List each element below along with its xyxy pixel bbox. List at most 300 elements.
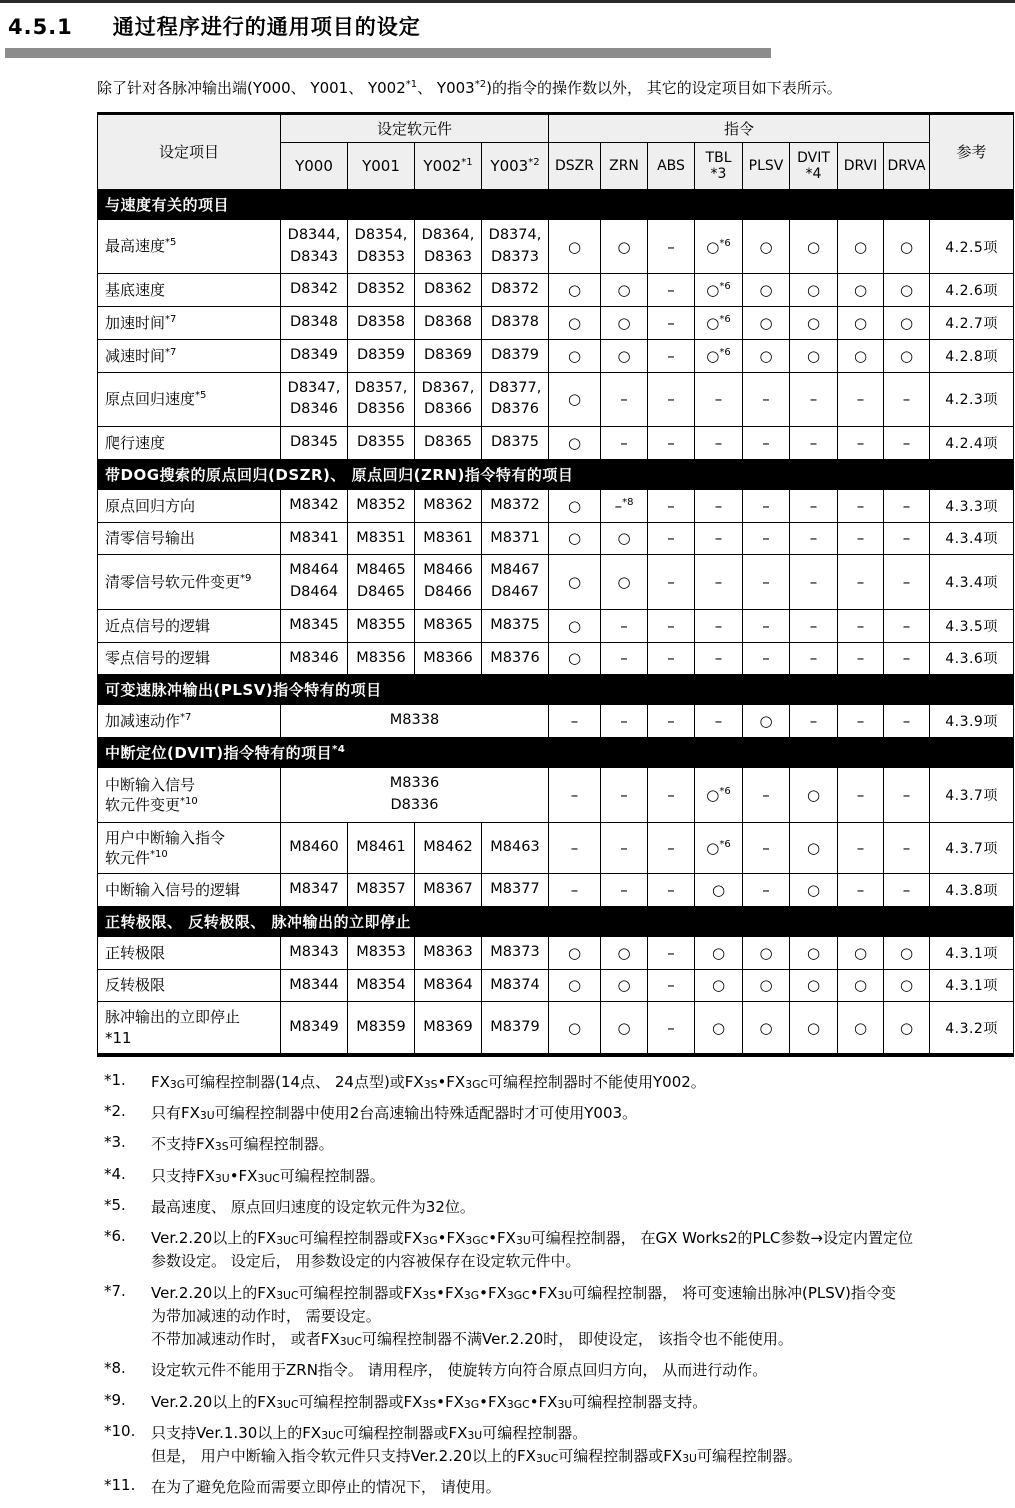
instruction-mark-cell: – — [884, 372, 930, 427]
footnote — [104, 1196, 1009, 1219]
device-cell: M8353 — [348, 936, 415, 969]
footnote-marker: *5. — [104, 1195, 126, 1214]
instruction-mark-cell: – — [648, 219, 695, 274]
device-cell: M8379 — [482, 1002, 549, 1055]
device-cell: D8342 — [281, 274, 348, 307]
instruction-mark-cell: ○ — [549, 339, 601, 372]
instruction-mark-cell: – — [743, 642, 790, 675]
heading-underline-bar — [5, 48, 771, 58]
instruction-mark-cell: – — [549, 705, 601, 738]
instruction-mark-cell: – — [743, 874, 790, 907]
instruction-mark-cell: ○$^{*6}$ — [695, 274, 743, 307]
device-cell: M8344 — [281, 969, 348, 1002]
instruction-mark-cell: ○ — [790, 339, 838, 372]
table-section-row — [98, 459, 1014, 489]
device-cell: M8376 — [482, 642, 549, 675]
device-cell: M8364 — [415, 969, 482, 1002]
device-cell: D8367, D8366 — [415, 372, 482, 427]
device-cell: D8345 — [281, 427, 348, 460]
device-cell: M8371 — [482, 522, 549, 555]
device-cell: D8357, D8356 — [348, 372, 415, 427]
instruction-mark-cell: – — [743, 522, 790, 555]
table-row — [98, 936, 1014, 969]
settings-table — [97, 112, 1014, 1057]
instruction-mark-cell: ○ — [743, 219, 790, 274]
device-cell: D8379 — [482, 339, 549, 372]
intro-paragraph: 除了针对各脉冲输出端(Y000、 Y001、 Y002$^{*1}$、 Y003$^{*2}$)的指令的操作数以外， 其它的设定项目如下表所示。 — [97, 79, 842, 97]
instruction-mark-cell: – — [838, 874, 884, 907]
device-cell: M8366 — [415, 642, 482, 675]
instruction-mark-cell: – — [695, 642, 743, 675]
instruction-mark-cell: ○ — [549, 522, 601, 555]
col-header-dvit: DVIT *4 — [790, 142, 838, 189]
footnote-text: 最高速度、 原点回归速度的设定软元件为32位。 — [151, 1197, 475, 1216]
setting-item-cell: 脉冲输出的立即停止 *11 — [98, 1002, 281, 1055]
device-cell: M8345 — [281, 609, 348, 642]
instruction-mark-cell: ○ — [549, 555, 601, 610]
footnote-marker: *4. — [104, 1164, 126, 1183]
table-row — [98, 642, 1014, 675]
instruction-mark-cell: – — [601, 768, 648, 823]
table-header-group-row — [98, 113, 1014, 142]
col-header-y003: Y003$^{*2}$ — [482, 142, 549, 189]
footnote — [104, 1359, 1009, 1382]
instruction-mark-cell: ○ — [838, 274, 884, 307]
footnote-marker: *9. — [104, 1390, 126, 1409]
col-header-plsv: PLSV — [743, 142, 790, 189]
device-cell: M8351 — [348, 522, 415, 555]
device-cell: D8365 — [415, 427, 482, 460]
reference-cell: 4.3.1项 — [930, 936, 1014, 969]
instruction-mark-cell: – — [648, 274, 695, 307]
instruction-mark-cell: – — [884, 705, 930, 738]
col-header-y001: Y001 — [348, 142, 415, 189]
device-cell: D8359 — [348, 339, 415, 372]
instruction-mark-cell: ○ — [838, 936, 884, 969]
setting-item-cell: 原点回归速度$^{*5}$ — [98, 372, 281, 427]
table-row — [98, 489, 1014, 522]
instruction-mark-cell: – — [790, 489, 838, 522]
table-row — [98, 522, 1014, 555]
instruction-mark-cell: – — [790, 642, 838, 675]
footnote-text: Ver.2.20以上的FX3UC可编程控制器或FX3G•FX3GC•FX3U可编程控制器， 在GX Works2的PLC参数→设定内置定位 参数设定。 设定后， 用参数设定的内容被保存在设定软元件中。 — [151, 1229, 913, 1271]
device-cell: D8354, D8353 — [348, 219, 415, 274]
instruction-mark-cell: ○ — [601, 307, 648, 340]
device-cell: M8467 D8467 — [482, 555, 549, 610]
col-group-devices: 设定软元件 — [281, 113, 549, 142]
instruction-mark-cell: ○ — [601, 969, 648, 1002]
reference-cell: 4.3.7项 — [930, 822, 1014, 874]
instruction-mark-cell: – — [743, 427, 790, 460]
device-cell: M8375 — [482, 609, 549, 642]
setting-item-cell: 基底速度 — [98, 274, 281, 307]
instruction-mark-cell: – — [601, 427, 648, 460]
instruction-mark-cell: – — [838, 522, 884, 555]
setting-item-cell: 最高速度$^{*5}$ — [98, 219, 281, 274]
table-row — [98, 274, 1014, 307]
footnote-text: 在为了避免危险而需要立即停止的情况下， 请使用。 — [151, 1478, 501, 1497]
instruction-mark-cell: – — [648, 642, 695, 675]
setting-item-cell: 减速时间$^{*7}$ — [98, 339, 281, 372]
col-header-drva: DRVA — [884, 142, 930, 189]
footnote — [104, 1422, 1009, 1469]
setting-item-cell: 爬行速度 — [98, 427, 281, 460]
instruction-mark-cell: – — [601, 609, 648, 642]
footnote-text: 设定软元件不能用于ZRN指令。 请用程序， 使旋转方向符合原点回归方向， 从而进行动作。 — [151, 1361, 768, 1380]
instruction-mark-cell: – — [838, 489, 884, 522]
instruction-mark-cell: ○$^{*6}$ — [695, 822, 743, 874]
instruction-mark-cell: – — [695, 609, 743, 642]
setting-item-cell: 加减速动作$^{*7}$ — [98, 705, 281, 738]
setting-item-cell: 用户中断输入指令 软元件$^{*10}$ — [98, 822, 281, 874]
instruction-mark-cell: – — [838, 427, 884, 460]
instruction-mark-cell: – — [648, 705, 695, 738]
instruction-mark-cell: ○ — [884, 339, 930, 372]
table-body — [98, 189, 1014, 1055]
instruction-mark-cell: ○ — [549, 969, 601, 1002]
device-cell: D8374, D8373 — [482, 219, 549, 274]
reference-cell: 4.3.2项 — [930, 1002, 1014, 1055]
instruction-mark-cell: – — [648, 822, 695, 874]
device-cell: M8361 — [415, 522, 482, 555]
instruction-mark-cell: – — [695, 489, 743, 522]
device-cell: M8374 — [482, 969, 549, 1002]
reference-cell: 4.2.8项 — [930, 339, 1014, 372]
instruction-mark-cell: – — [648, 768, 695, 823]
footnote — [104, 1102, 1009, 1125]
table-section-title: 可变速脉冲输出(PLSV)指令特有的项目 — [98, 675, 1014, 705]
instruction-mark-cell: ○ — [549, 219, 601, 274]
section-heading — [0, 3, 1015, 41]
section-title: 通过程序进行的通用项目的设定 — [112, 15, 421, 39]
reference-cell: 4.2.4项 — [930, 427, 1014, 460]
section-number: 4.5.1 — [8, 15, 73, 39]
footnote-text: 只支持FX3U•FX3UC可编程控制器。 — [151, 1166, 385, 1185]
instruction-mark-cell: ○ — [601, 936, 648, 969]
instruction-mark-cell: – — [838, 642, 884, 675]
col-header-abs: ABS — [648, 142, 695, 189]
instruction-mark-cell: – — [648, 372, 695, 427]
instruction-mark-cell: – — [695, 705, 743, 738]
table-section-row — [98, 675, 1014, 705]
table-row — [98, 822, 1014, 874]
instruction-mark-cell: – — [648, 522, 695, 555]
reference-cell: 4.2.5项 — [930, 219, 1014, 274]
instruction-mark-cell: ○ — [601, 219, 648, 274]
device-cell: M8343 — [281, 936, 348, 969]
instruction-mark-cell: – — [549, 768, 601, 823]
footnote — [104, 1227, 1009, 1274]
instruction-mark-cell: ○ — [549, 372, 601, 427]
instruction-mark-cell: – — [884, 609, 930, 642]
col-header-drvi: DRVI — [838, 142, 884, 189]
instruction-mark-cell: – — [884, 522, 930, 555]
instruction-mark-cell: – — [790, 609, 838, 642]
setting-item-cell: 清零信号软元件变更$^{*9}$ — [98, 555, 281, 610]
instruction-mark-cell: – — [790, 427, 838, 460]
device-cell: D8352 — [348, 274, 415, 307]
instruction-mark-cell: – — [648, 969, 695, 1002]
device-cell: D8362 — [415, 274, 482, 307]
instruction-mark-cell: – — [601, 822, 648, 874]
instruction-mark-cell: – — [884, 874, 930, 907]
instruction-mark-cell: – — [695, 555, 743, 610]
instruction-mark-cell: – — [884, 642, 930, 675]
device-cell: M8352 — [348, 489, 415, 522]
setting-item-cell: 加速时间$^{*7}$ — [98, 307, 281, 340]
instruction-mark-cell: ○ — [743, 936, 790, 969]
reference-cell: 4.3.4项 — [930, 522, 1014, 555]
table-row — [98, 339, 1014, 372]
instruction-mark-cell: ○ — [790, 969, 838, 1002]
instruction-mark-cell: ○ — [549, 642, 601, 675]
setting-item-cell: 中断输入信号的逻辑 — [98, 874, 281, 907]
instruction-mark-cell: ○ — [790, 307, 838, 340]
instruction-mark-cell: ○$^{*6}$ — [695, 768, 743, 823]
instruction-mark-cell: ○ — [549, 427, 601, 460]
instruction-mark-cell: ○ — [549, 609, 601, 642]
footnote — [104, 1282, 1009, 1352]
table-row — [98, 609, 1014, 642]
instruction-mark-cell: – — [601, 705, 648, 738]
table-row — [98, 555, 1014, 610]
device-cell: D8355 — [348, 427, 415, 460]
footnote-text: 只支持Ver.1.30以上的FX3UC可编程控制器或FX3U可编程控制器。 但是， 用户中断输入指令软元件只支持Ver.2.20以上的FX3UC可编程控制器或FX3U可编程控制器。 — [151, 1423, 802, 1465]
instruction-mark-cell: – — [549, 874, 601, 907]
table-row — [98, 874, 1014, 907]
instruction-mark-cell: – — [695, 522, 743, 555]
instruction-mark-cell: ○ — [601, 555, 648, 610]
device-cell: M8355 — [348, 609, 415, 642]
device-cell: M8460 — [281, 822, 348, 874]
instruction-mark-cell: ○ — [601, 339, 648, 372]
reference-cell: 4.3.5项 — [930, 609, 1014, 642]
instruction-mark-cell: – — [790, 522, 838, 555]
device-cell: M8341 — [281, 522, 348, 555]
instruction-mark-cell: – — [648, 427, 695, 460]
device-cell: M8373 — [482, 936, 549, 969]
instruction-mark-cell: ○ — [884, 936, 930, 969]
instruction-mark-cell: ○ — [695, 969, 743, 1002]
reference-cell: 4.2.7项 — [930, 307, 1014, 340]
instruction-mark-cell: ○ — [549, 1002, 601, 1055]
setting-item-cell: 清零信号输出 — [98, 522, 281, 555]
table-section-title: 正转极限、 反转极限、 脉冲输出的立即停止 — [98, 906, 1014, 936]
instruction-mark-cell: – — [648, 609, 695, 642]
device-cell: D8377, D8376 — [482, 372, 549, 427]
col-header-reference: 参考 — [930, 113, 1014, 189]
footnote-marker: *11. — [104, 1476, 136, 1495]
device-cell: M8377 — [482, 874, 549, 907]
footnote-marker: *1. — [104, 1070, 126, 1089]
footnote — [104, 1391, 1009, 1414]
footnote — [104, 1133, 1009, 1156]
device-cell: M8359 — [348, 1002, 415, 1055]
footnote-marker: *8. — [104, 1359, 126, 1378]
table-row — [98, 705, 1014, 738]
footnote-marker: *7. — [104, 1281, 126, 1300]
instruction-mark-cell: – — [601, 642, 648, 675]
device-cell: D8358 — [348, 307, 415, 340]
instruction-mark-cell: – — [884, 427, 930, 460]
footnote-marker: *10. — [104, 1421, 136, 1440]
instruction-mark-cell: – — [838, 555, 884, 610]
instruction-mark-cell: – — [743, 489, 790, 522]
instruction-mark-cell: ○ — [790, 874, 838, 907]
table-row — [98, 219, 1014, 274]
instruction-mark-cell: ○ — [549, 274, 601, 307]
instruction-mark-cell: ○$^{*6}$ — [695, 339, 743, 372]
footnote-text: Ver.2.20以上的FX3UC可编程控制器或FX3S•FX3G•FX3GC•FX3U可编程控制器， 将可变速输出脉冲(PLSV)指令变 为带加减速的动作时， 需要设定。 不带加减速动作时， 或者FX3UC可编程控制器不满Ver.2.20时， 即使设定， 该指令也不能使用。 — [151, 1283, 896, 1348]
instruction-mark-cell: ○ — [743, 969, 790, 1002]
instruction-mark-cell: ○ — [884, 274, 930, 307]
reference-cell: 4.3.3项 — [930, 489, 1014, 522]
device-cell: M8367 — [415, 874, 482, 907]
reference-cell: 4.2.3项 — [930, 372, 1014, 427]
table-row — [98, 427, 1014, 460]
instruction-mark-cell: – — [549, 822, 601, 874]
setting-item-cell: 反转极限 — [98, 969, 281, 1002]
footnote — [104, 1165, 1009, 1188]
instruction-mark-cell: ○ — [790, 822, 838, 874]
setting-item-cell: 原点回归方向 — [98, 489, 281, 522]
instruction-mark-cell: ○ — [884, 219, 930, 274]
table-section-title: 中断定位(DVIT)指令特有的项目$^{*4}$ — [98, 738, 1014, 768]
instruction-mark-cell: ○ — [790, 1002, 838, 1055]
setting-item-cell: 近点信号的逻辑 — [98, 609, 281, 642]
instruction-mark-cell: ○ — [743, 274, 790, 307]
instruction-mark-cell: – — [695, 427, 743, 460]
reference-cell: 4.3.9项 — [930, 705, 1014, 738]
device-cell: M8365 — [415, 609, 482, 642]
instruction-mark-cell: – — [695, 372, 743, 427]
instruction-mark-cell: – — [648, 307, 695, 340]
table-header — [98, 113, 1014, 189]
instruction-mark-cell: – — [838, 768, 884, 823]
device-cell: D8375 — [482, 427, 549, 460]
instruction-mark-cell: ○ — [695, 1002, 743, 1055]
device-cell: M8465 D8465 — [348, 555, 415, 610]
instruction-mark-cell: – — [601, 874, 648, 907]
instruction-mark-cell: ○ — [549, 489, 601, 522]
instruction-mark-cell: ○ — [838, 339, 884, 372]
col-header-setting-item: 设定项目 — [98, 113, 281, 189]
instruction-mark-cell: – — [884, 555, 930, 610]
instruction-mark-cell: – — [838, 609, 884, 642]
device-cell: M8349 — [281, 1002, 348, 1055]
setting-item-cell: 正转极限 — [98, 936, 281, 969]
instruction-mark-cell: – — [648, 555, 695, 610]
instruction-mark-cell: ○ — [884, 1002, 930, 1055]
instruction-mark-cell: ○ — [743, 1002, 790, 1055]
device-cell: M8342 — [281, 489, 348, 522]
footnote-marker: *2. — [104, 1102, 126, 1120]
instruction-mark-cell: – — [743, 822, 790, 874]
device-cell-merged: M8336 D8336 — [281, 768, 549, 823]
device-cell: M8463 — [482, 822, 549, 874]
device-cell: M8461 — [348, 822, 415, 874]
instruction-mark-cell: – — [743, 609, 790, 642]
instruction-mark-cell: – — [601, 372, 648, 427]
instruction-mark-cell: – — [743, 372, 790, 427]
device-cell: D8364, D8363 — [415, 219, 482, 274]
col-header-tbl: TBL *3 — [695, 142, 743, 189]
instruction-mark-cell: – — [648, 339, 695, 372]
reference-cell: 4.3.7项 — [930, 768, 1014, 823]
footnote-marker: *3. — [104, 1133, 126, 1152]
instruction-mark-cell: ○ — [884, 307, 930, 340]
instruction-mark-cell: ○ — [838, 219, 884, 274]
setting-item-cell: 中断输入信号 软元件变更$^{*10}$ — [98, 768, 281, 823]
instruction-mark-cell: ○ — [884, 969, 930, 1002]
instruction-mark-cell: – — [743, 768, 790, 823]
instruction-mark-cell: – — [838, 705, 884, 738]
footnote — [104, 1071, 1009, 1094]
device-cell: M8346 — [281, 642, 348, 675]
table-row — [98, 768, 1014, 823]
setting-item-cell: 零点信号的逻辑 — [98, 642, 281, 675]
table-row — [98, 1002, 1014, 1055]
device-cell: M8354 — [348, 969, 415, 1002]
device-cell: M8462 — [415, 822, 482, 874]
device-cell: M8369 — [415, 1002, 482, 1055]
instruction-mark-cell: ○ — [695, 874, 743, 907]
instruction-mark-cell: – — [884, 822, 930, 874]
table-row — [98, 307, 1014, 340]
table-section-row — [98, 906, 1014, 936]
instruction-mark-cell: – — [648, 489, 695, 522]
reference-cell: 4.2.6项 — [930, 274, 1014, 307]
footnote-text: Ver.2.20以上的FX3UC可编程控制器或FX3S•FX3G•FX3GC•FX3U可编程控制器支持。 — [151, 1392, 708, 1411]
reference-cell: 4.3.4项 — [930, 555, 1014, 610]
instruction-mark-cell: ○ — [790, 219, 838, 274]
footnote-text: 只有FX3U可编程控制器中使用2台高速输出特殊适配器时才可使用Y003。 — [151, 1104, 638, 1122]
device-cell: D8369 — [415, 339, 482, 372]
reference-cell: 4.3.8项 — [930, 874, 1014, 907]
device-cell: D8378 — [482, 307, 549, 340]
device-cell-merged: M8338 — [281, 705, 549, 738]
instruction-mark-cell: ○ — [790, 768, 838, 823]
instruction-mark-cell: – — [838, 372, 884, 427]
instruction-mark-cell: ○$^{*6}$ — [695, 307, 743, 340]
device-cell: M8372 — [482, 489, 549, 522]
instruction-mark-cell: – — [884, 768, 930, 823]
table-section-title: 与速度有关的项目 — [98, 189, 1014, 219]
table-row — [98, 372, 1014, 427]
device-cell: D8347, D8346 — [281, 372, 348, 427]
footnote-text: 不支持FX3S可编程控制器。 — [151, 1135, 334, 1154]
device-cell: M8362 — [415, 489, 482, 522]
instruction-mark-cell: ○ — [601, 1002, 648, 1055]
instruction-mark-cell: ○ — [695, 936, 743, 969]
device-cell: M8347 — [281, 874, 348, 907]
col-group-instructions: 指令 — [549, 113, 930, 142]
device-cell: D8349 — [281, 339, 348, 372]
instruction-mark-cell: ○ — [743, 307, 790, 340]
table-section-row — [98, 189, 1014, 219]
instruction-mark-cell: – — [790, 555, 838, 610]
device-cell: D8372 — [482, 274, 549, 307]
footnotes — [104, 1071, 1009, 1500]
instruction-mark-cell: – — [648, 874, 695, 907]
footnote-text: FX3G可编程控制器(14点、 24点型)或FX3S•FX3GC可编程控制器时不能使用Y002。 — [151, 1072, 706, 1091]
instruction-mark-cell: ○ — [790, 936, 838, 969]
instruction-mark-cell: – — [648, 1002, 695, 1055]
footnote — [104, 1476, 1009, 1499]
col-header-zrn: ZRN — [601, 142, 648, 189]
instruction-mark-cell: ○ — [743, 339, 790, 372]
footnote-marker: *6. — [104, 1227, 126, 1245]
